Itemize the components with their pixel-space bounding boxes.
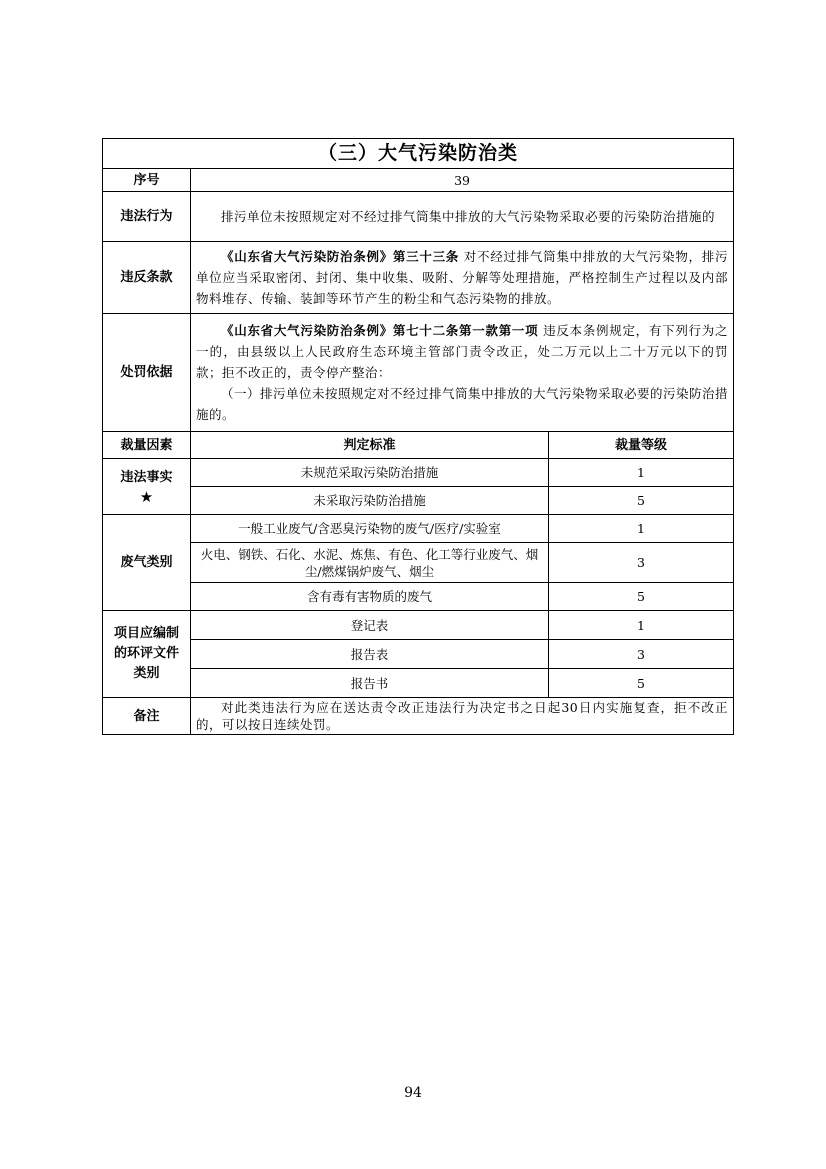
table-row <box>103 515 734 543</box>
criteria-cell: 火电、钢铁、石化、水泥、炼焦、有色、化工等行业废气、烟尘/燃煤锅炉废气、烟尘 <box>191 543 549 583</box>
violation-label: 违法行为 <box>103 192 191 242</box>
remark-text: 对此类违法行为应在送达责令改正违法行为决定书之日起30日内实施复查，拒不改正的，可以按日连续处罚。 <box>191 698 734 735</box>
table-row <box>103 611 734 640</box>
violated-clause-ref: 《山东省大气污染防治条例》第三十三条 <box>221 249 460 264</box>
factor-name <box>103 459 191 515</box>
penalty-basis-cell <box>191 314 734 432</box>
factor-name-text: 违法事实 <box>120 470 173 485</box>
serial-label: 序号 <box>103 169 191 192</box>
level-cell: 3 <box>549 543 734 583</box>
violated-clause-cell <box>191 242 734 314</box>
level-cell: 1 <box>549 459 734 487</box>
criteria-cell: 未规范采取污染防治措施 <box>191 459 549 487</box>
criteria-cell: 登记表 <box>191 611 549 640</box>
table-row <box>103 583 734 611</box>
discretion-table <box>102 138 734 735</box>
header-factor: 裁量因素 <box>103 432 191 459</box>
remark-label: 备注 <box>103 698 191 735</box>
penalty-basis-main <box>196 320 728 383</box>
factor-name: 废气类别 <box>103 515 191 611</box>
level-cell: 5 <box>549 487 734 515</box>
penalty-basis-label: 处罚依据 <box>103 314 191 432</box>
serial-value: 39 <box>191 169 734 192</box>
penalty-basis-item: （一）排污单位未按照规定对不经过排气筒集中排放的大气污染物采取必要的污染防治措施的。 <box>196 386 729 422</box>
table-row <box>103 669 734 698</box>
violated-clause-text: 对不经过排气筒集中排放的大气污染物，排污单位应当采取密闭、封闭、集中收集、吸附、分解等处理措施，严格控制生产过程以及内部物料堆存、传输、装卸等环节产生的粉尘和气态污染物的排放。 <box>196 249 729 306</box>
level-cell: 3 <box>549 640 734 669</box>
criteria-cell: 含有毒有害物质的废气 <box>191 583 549 611</box>
factor-name: 项目应编制的环评文件类别 <box>103 611 191 698</box>
criteria-cell: 一般工业废气/含恶臭污染物的废气/医疗/实验室 <box>191 515 549 543</box>
level-cell: 1 <box>549 515 734 543</box>
level-cell: 5 <box>549 669 734 698</box>
criteria-cell: 未采取污染防治措施 <box>191 487 549 515</box>
violated-clause-label: 违反条款 <box>103 242 191 314</box>
table-row <box>103 459 734 487</box>
table-row <box>103 487 734 515</box>
star-icon: ★ <box>139 488 154 506</box>
penalty-basis-text: 违反本条例规定，有下列行为之一的，由县级以上人民政府生态环境主管部门责令改正，处二万元以上二十万元以下的罚款；拒不改正的，责令停产整治： <box>196 323 729 380</box>
table-row <box>103 640 734 669</box>
page-number: 94 <box>404 1085 422 1101</box>
criteria-cell: 报告书 <box>191 669 549 698</box>
level-cell: 1 <box>549 611 734 640</box>
table-title: （三）大气污染防治类 <box>103 139 734 169</box>
table-row <box>103 543 734 583</box>
header-criteria: 判定标准 <box>191 432 549 459</box>
violation-text: 排污单位未按照规定对不经过排气筒集中排放的大气污染物采取必要的污染防治措施的 <box>191 192 734 242</box>
penalty-basis-ref: 《山东省大气污染防治条例》第七十二条第一款第一项 <box>221 323 539 338</box>
criteria-cell: 报告表 <box>191 640 549 669</box>
level-cell: 5 <box>549 583 734 611</box>
header-level: 裁量等级 <box>549 432 734 459</box>
